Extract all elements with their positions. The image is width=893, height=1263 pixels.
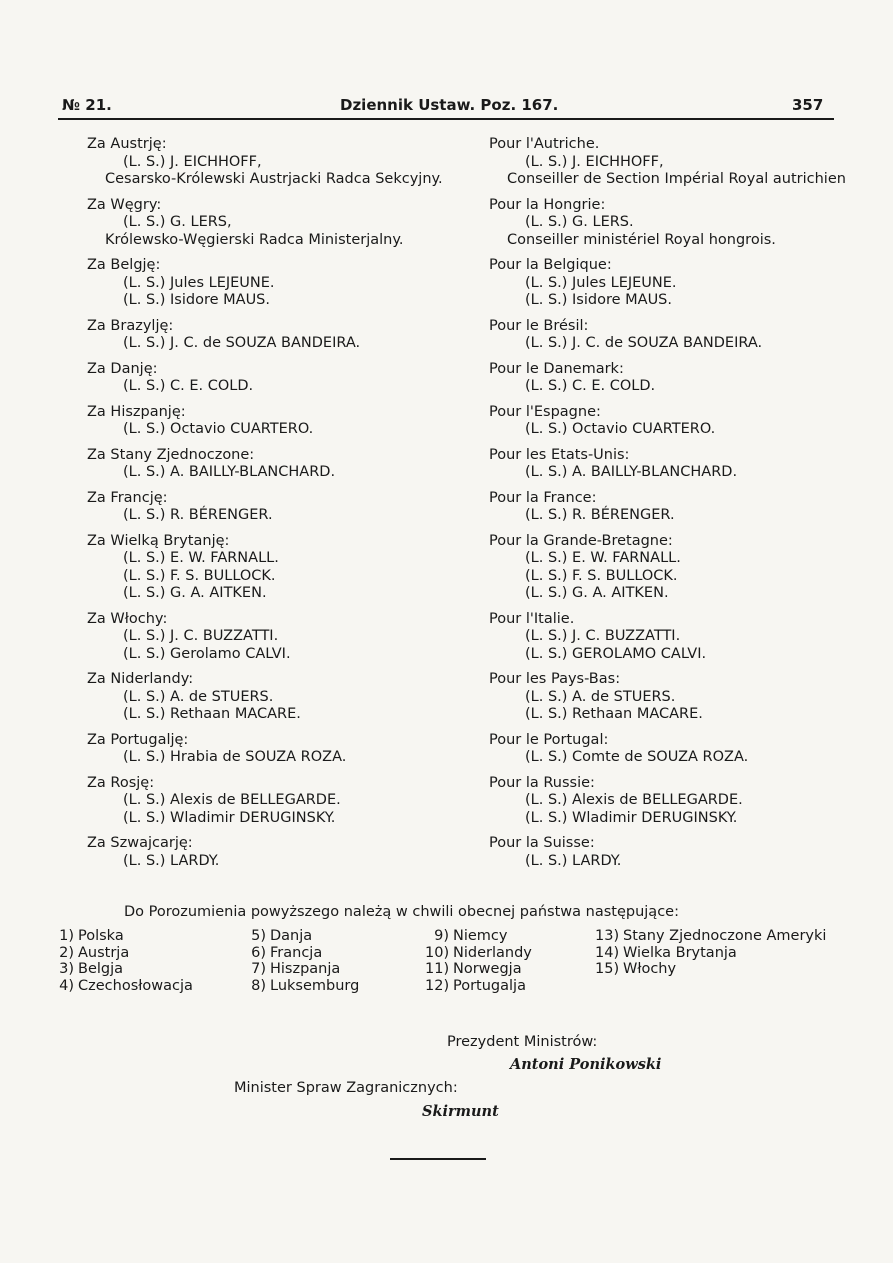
prime-minister-signature: Antoni Ponikowski [510,1056,662,1073]
signatory-name: (L. S.) R. BÉRENGER. [123,507,273,523]
signatory-name: (L. S.) A. BAILLY-BLANCHARD. [123,464,336,480]
member-states-list [242,928,359,994]
signatory-name: (L. S.) C. E. COLD. [123,378,254,394]
state-item [595,945,826,962]
country-label: Za Niderlandy: [87,671,194,687]
signatory-entry [87,136,467,189]
state-number: 5) [251,928,266,944]
signatory-entry [489,611,859,664]
country-label: Za Austrję: [87,136,167,152]
signatory-name: (L. S.) Isidore MAUS. [525,292,672,308]
signatory-name: (L. S.) A. de STUERS. [525,688,676,705]
state-item [242,928,359,945]
state-name: Belgja [78,961,124,977]
state-name: Polska [78,928,124,944]
journal-title: Dziennik Ustaw. Poz. 167. [340,96,559,114]
signatory-name: (L. S.) E. W. FARNALL. [123,550,279,566]
country-label: Pour les Etats-Unis: [489,446,630,463]
signatory-name: (L. S.) Jules LEJEUNE. [525,274,677,291]
country-label: Pour l'Italie. [489,610,575,627]
state-number: 7) [251,961,266,977]
signatory-entry [489,404,859,439]
polish-signatories-column [87,136,467,870]
state-name: Norwegja [453,961,522,977]
signatory-entry [87,533,467,603]
state-name: Hiszpanja [270,961,341,977]
signatory-name: (L. S.) F. S. BULLOCK. [123,567,276,584]
signatory-entry [489,361,859,396]
country-label: Pour l'Autriche. [489,136,600,152]
country-label: Za Francję: [87,489,168,506]
signatory-entry [87,732,467,767]
signatory-entry [87,318,467,353]
signatory-rank: Conseiller de Section Impérial Royal autrichien [507,171,846,187]
state-item [242,945,359,962]
signatory-name: (L. S.) G. A. AITKEN. [525,585,669,601]
signatory-name: (L. S.) J. C. de SOUZA BANDEIRA. [123,335,361,351]
country-label: Pour la Hongrie: [489,196,606,213]
country-label: Za Stany Zjednoczone: [87,446,255,463]
end-rule [390,1158,486,1160]
state-number: 4) [59,977,74,994]
state-number: 10) [425,944,450,961]
member-states-list [425,928,532,994]
state-number: 3) [59,961,74,977]
signatory-entry [87,447,467,482]
state-item [425,978,532,995]
state-item [50,978,193,995]
state-name: Francja [270,944,323,961]
signatory-name: (L. S.) Isidore MAUS. [123,292,270,308]
state-number: 2) [59,944,74,961]
country-label: Za Szwajcarję: [87,835,193,851]
signatory-name: (L. S.) G. LERS, [123,214,232,230]
state-number: 8) [251,977,266,994]
signatory-entry [87,835,467,870]
country-label: Pour les Pays-Bas: [489,671,621,687]
signatory-name: (L. S.) Gerolamo CALVI. [123,645,291,662]
foreign-minister-signature: Skirmunt [422,1103,499,1120]
state-item [50,961,193,978]
state-name: Włochy [623,961,677,977]
state-name: Austrja [78,944,130,961]
country-label: Za Włochy: [87,610,168,627]
signatory-name: (L. S.) Octavio CUARTERO. [123,421,314,437]
signatory-entry [489,835,859,870]
signatory-name: (L. S.) G. A. AITKEN. [123,585,267,601]
country-label: Pour la Belgique: [489,257,612,273]
signatory-name: (L. S.) J. C. de SOUZA BANDEIRA. [525,335,763,351]
signatory-entry [489,732,859,767]
state-number: 9) [434,928,449,944]
french-signatories-column [489,136,859,870]
state-name: Portugalja [453,977,526,994]
signatory-entry [489,533,859,603]
signatory-entry [489,197,859,250]
country-label: Za Hiszpanję: [87,403,186,420]
signatory-rank: Królewsko-Węgierski Radca Ministerjalny. [105,231,404,248]
country-label: Za Rosję: [87,774,155,791]
state-number: 6) [251,944,266,961]
state-name: Czechosłowacja [78,977,193,994]
state-item [50,945,193,962]
state-item [595,961,826,978]
signatory-entry [489,318,859,353]
signatory-name: (L. S.) R. BÉRENGER. [525,507,675,523]
header-rule [58,118,834,120]
signatory-name: (L. S.) J. EICHHOFF, [123,153,262,170]
state-number: 15) [595,961,620,977]
state-name: Wielka Brytanja [623,944,737,961]
signatory-entry [87,361,467,396]
state-name: Niderlandy [453,944,532,961]
signatory-name: (L. S.) A. de STUERS. [123,688,274,705]
signatory-entry [489,671,859,724]
signatory-name: (L. S.) LARDY. [123,852,220,869]
country-label: Za Danję: [87,360,158,377]
signatory-rank: Cesarsko-Królewski Austrjacki Radca Sekcyjny. [105,171,443,187]
signatory-name: (L. S.) Wladimir DERUGINSKY. [525,809,738,826]
signatory-name: (L. S.) Wladimir DERUGINSKY. [123,809,336,826]
signatory-name: (L. S.) Hrabia de SOUZA ROZA. [123,749,347,765]
signatory-entry [87,671,467,724]
country-label: Pour la Suisse: [489,835,595,851]
state-item [50,928,193,945]
signatory-entry [489,257,859,310]
signatory-entry [87,197,467,250]
signatory-name: (L. S.) LARDY. [525,852,622,869]
state-item [425,961,532,978]
state-number: 13) [595,928,620,944]
country-label: Pour la France: [489,489,597,506]
signatory-name: (L. S.) Jules LEJEUNE. [123,274,275,291]
signatory-name: (L. S.) J. EICHHOFF, [525,153,664,170]
country-label: Pour le Brésil: [489,317,589,334]
signatory-entry [489,447,859,482]
prime-minister-title: Prezydent Ministrów: [447,1034,598,1050]
country-label: Za Wielką Brytanję: [87,532,230,549]
state-item [425,945,532,962]
state-item [242,978,359,995]
signatory-name: (L. S.) F. S. BULLOCK. [525,567,678,584]
member-states-list [50,928,193,994]
state-item [595,928,826,945]
state-number: 1) [59,928,74,944]
country-label: Za Belgję: [87,257,161,273]
state-number: 14) [595,944,620,961]
signatory-rank: Conseiller ministériel Royal hongrois. [507,231,776,248]
member-states-list [595,928,826,978]
state-name: Niemcy [453,928,508,944]
signatory-name: (L. S.) Rethaan MACARE. [123,706,301,722]
foreign-minister-title: Minister Spraw Zagranicznych: [234,1080,458,1096]
state-name: Stany Zjednoczone Ameryki [623,928,827,944]
country-label: Pour le Portugal: [489,731,609,748]
signatory-name: (L. S.) Octavio CUARTERO. [525,421,716,437]
signatory-name: (L. S.) Comte de SOUZA ROZA. [525,749,749,765]
signatory-name: (L. S.) E. W. FARNALL. [525,550,681,566]
member-states-intro: Do Porozumienia powyższego należą w chwili obecnej państwa następujące: [124,904,679,920]
issue-number: № 21. [62,96,112,114]
signatory-name: (L. S.) G. LERS. [525,214,634,230]
signatory-entry [87,257,467,310]
country-label: Pour le Danemark: [489,360,624,377]
state-number: 12) [425,977,450,994]
signatory-name: (L. S.) J. C. BUZZATTI. [123,628,279,644]
country-label: Za Węgry: [87,196,162,213]
signatory-entry [87,775,467,828]
country-label: Za Portugalję: [87,731,189,748]
signatory-name: (L. S.) Rethaan MACARE. [525,706,703,722]
country-label: Pour la Grande-Bretagne: [489,532,673,549]
signatory-name: (L. S.) C. E. COLD. [525,378,656,394]
country-label: Pour l'Espagne: [489,403,601,420]
signatory-name: (L. S.) J. C. BUZZATTI. [525,628,681,644]
signatory-name: (L. S.) Alexis de BELLEGARDE. [525,792,743,808]
state-item [425,928,532,945]
signatory-entry [489,136,859,189]
page-number: 357 [792,96,824,114]
signatory-name: (L. S.) GEROLAMO CALVI. [525,645,707,662]
state-number: 11) [425,961,450,977]
country-label: Za Brazylję: [87,317,174,334]
signatory-entry [87,404,467,439]
state-name: Danja [270,928,313,944]
signatory-entry [87,611,467,664]
signatory-name: (L. S.) Alexis de BELLEGARDE. [123,792,341,808]
signatory-entry [87,490,467,525]
signatory-name: (L. S.) A. BAILLY-BLANCHARD. [525,464,738,480]
signatory-entry [489,775,859,828]
signatory-entry [489,490,859,525]
state-item [242,961,359,978]
country-label: Pour la Russie: [489,774,595,791]
state-name: Luksemburg [270,977,360,994]
